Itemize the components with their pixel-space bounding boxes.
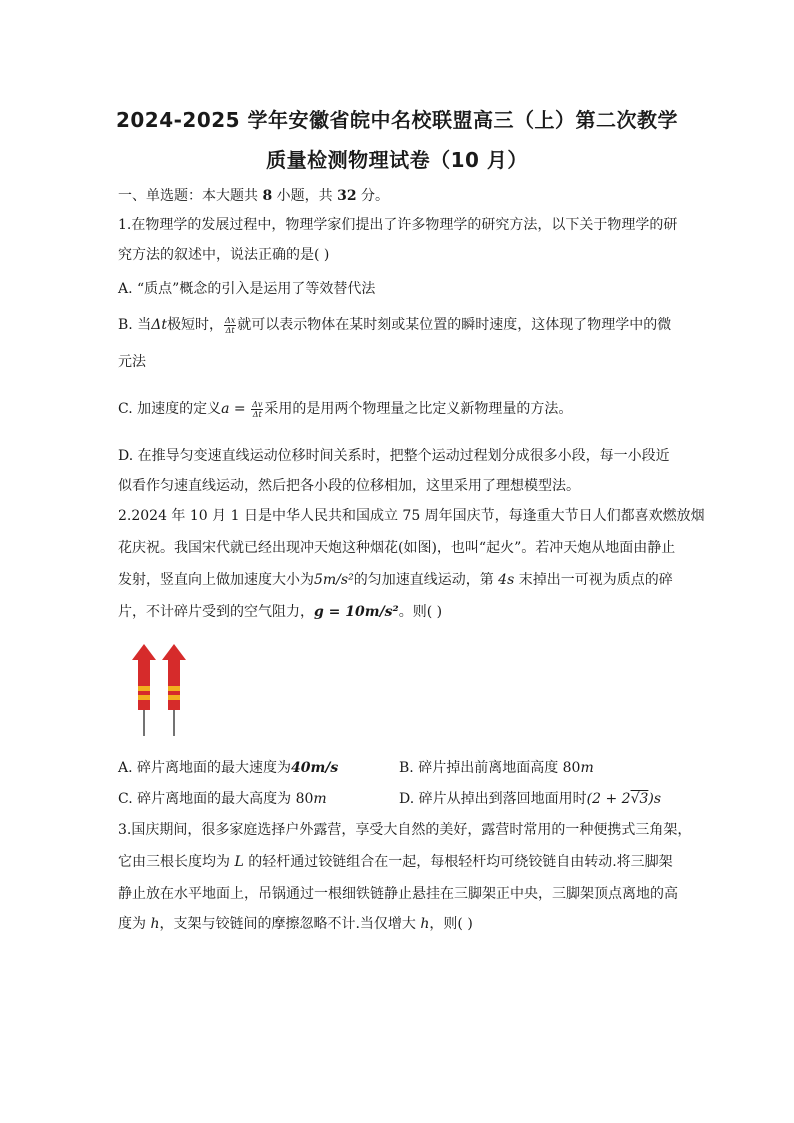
rocket-icon bbox=[132, 644, 156, 736]
q1-option-b: B. 当Δt极短时， $\frac{\Delta x}{\Delta t}$ 就可以表示物体在某时刻或某位置的瞬时速度，这体现了物理学中的微 bbox=[118, 315, 672, 335]
q2-option-b: B. 碎片掉出前离地面高度 80m bbox=[399, 760, 594, 776]
section-heading: 一、单选题：本大题共 8 小题，共 32 分。 bbox=[118, 188, 390, 204]
q1-option-d-line1: D. 在推导匀变速直线运动位移时间关系时，把整个运动过程划分成很多小段，每一小段近 bbox=[118, 448, 670, 464]
q2-stem-line3: 发射，竖直向上做加速度大小为5m/s²的匀加速直线运动，第 4s 末掉出一可视为质点的碎 bbox=[118, 572, 673, 588]
q1-option-b-line2: 元法 bbox=[118, 354, 146, 370]
exam-title-line1: 2024-2025 学年安徽省皖中名校联盟高三（上）第二次教学 bbox=[115, 108, 679, 132]
q2-stem-line1: 2.2024 年 10 月 1 日是中华人民共和国成立 75 周年国庆节，每逢重大节日人们都喜欢燃放烟 bbox=[118, 508, 705, 524]
q1-stem-line1: 1.在物理学的发展过程中，物理学家们提出了许多物理学的研究方法，以下关于物理学的研 bbox=[118, 217, 678, 233]
q1-stem-line2: 究方法的叙述中，说法正确的是( ) bbox=[118, 247, 330, 263]
q3-stem-line1: 3.国庆期间，很多家庭选择户外露营，享受大自然的美好，露营时常用的一种便携式三角架， bbox=[118, 822, 692, 838]
q1-option-d-line2: 似看作匀速直线运动，然后把各小段的位移相加，这里采用了理想模型法。 bbox=[118, 478, 580, 494]
q3-stem-line3: 静止放在水平地面上，吊锅通过一根细铁链静止悬挂在三脚架正中央，三脚架顶点离地的高 bbox=[118, 886, 678, 902]
q2-option-d: D. 碎片从掉出到落回地面用时(2 + 2√3)s bbox=[399, 791, 662, 807]
q2-option-c: C. 碎片离地面的最大高度为 80m bbox=[118, 791, 327, 807]
q2-option-a: A. 碎片离地面的最大速度为40m/s bbox=[118, 760, 339, 776]
q2-stem-line2: 花庆祝。我国宋代就已经出现冲天炮这种烟花(如图)，也叫“起火”。若冲天炮从地面由静止 bbox=[118, 540, 676, 556]
q2-stem-line4: 片，不计碎片受到的空气阻力，g = 10m/s²。则( ) bbox=[118, 604, 443, 620]
q1-option-c: C. 加速度的定义a = $\frac{\Delta v}{\Delta t}$ 采用的是用两个物理量之比定义新物理量的方法。 bbox=[118, 399, 573, 419]
q3-stem-line2: 它由三根长度均为 L 的轻杆通过铰链组合在一起，每根轻杆均可绕铰链自由转动.将三脚架 bbox=[118, 854, 673, 870]
fraction-dx-dt: $\frac{\Delta x}{\Delta t}$ bbox=[224, 315, 236, 335]
q1-option-a: A. “质点”概念的引入是运用了等效替代法 bbox=[118, 281, 376, 297]
exam-title-line2: 质量检测物理试卷（10 月） bbox=[266, 148, 528, 172]
rocket-icon bbox=[162, 644, 186, 736]
fraction-dv-dt: $\frac{\Delta v}{\Delta t}$ bbox=[252, 399, 263, 419]
q3-stem-line4: 度为 h，支架与铰链间的摩擦忽略不计.当仅增大 h，则( ) bbox=[118, 916, 473, 932]
rocket-fireworks-figure bbox=[126, 642, 192, 738]
